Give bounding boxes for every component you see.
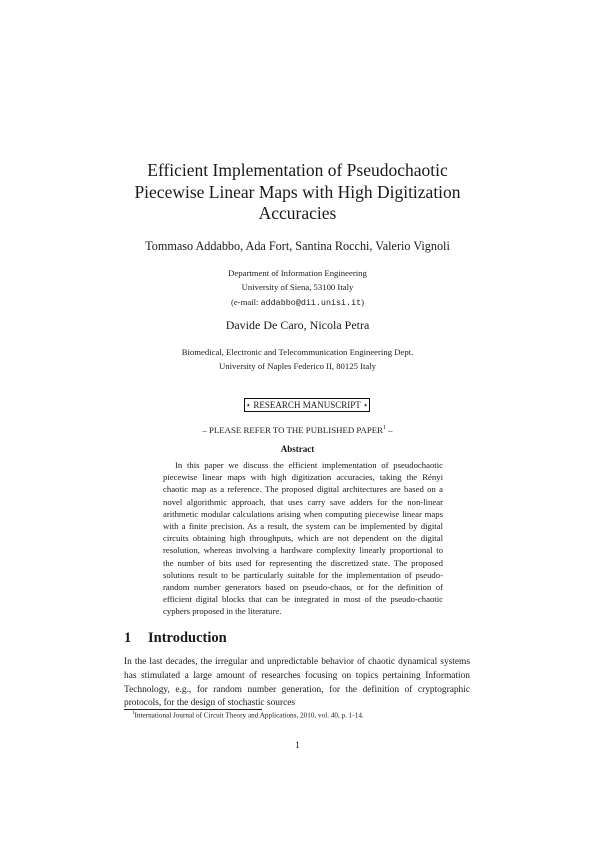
paper-title [0, 160, 595, 225]
footnote-text: International Journal of Circuit Theory and Applications, 2010, vol. 40, p. 1-14. [134, 711, 364, 720]
section-title: Introduction [148, 630, 227, 646]
authors-naples: Davide De Caro, Nicola Petra [225, 318, 370, 332]
authors-siena: Tommaso Addabbo, Ada Fort, Santina Rocchi, Valerio Vignoli [145, 239, 450, 253]
abstract-body: In this paper we discuss the efficient implementation of pseudochaotic piecewise linear maps with high digitization accuracies, taking the Rényi chaotic map as a reference. The proposed digital architectures are based on a novel algorithmic approach, that uses carry save adders for the non-linear arithmetic modular calculations arising when computing piecewise linear maps with a finite precision. As a result, the system can be implemented by digital circuits obtaining high throughputs, which are not dependent on the digital resolution, whereas involving a hardware complexity linearly proportional to the number of bits used for representing the discretized state. The proposed solutions result to be particularly suitable for the implementation of pseudo-random number generators based on pseudo-chaos, or for the definition of efficient digital blocks that can be integrated in most of the pseudo-chaotic cyphers proposed in the literature. [163, 460, 443, 617]
affiliation-siena [0, 266, 595, 310]
refer-notice-text: – PLEASE REFER TO THE PUBLISHED PAPER [202, 425, 383, 435]
title-line-2: Piecewise Linear Maps with High Digitization [134, 181, 461, 202]
footnote-mark: 1 [132, 711, 135, 716]
research-manuscript-box: ⋆ RESEARCH MANUSCRIPT ⋆ [245, 400, 369, 410]
title-line-3: Accuracies [258, 203, 337, 223]
section-number: 1 [124, 630, 132, 646]
footnote-divider [124, 709, 262, 710]
abstract-heading: Abstract [280, 444, 315, 454]
refer-notice-end: – [385, 425, 393, 435]
affiliation-siena-email-line [0, 295, 595, 310]
footnote [132, 711, 364, 719]
affiliation-naples-univ: University of Naples Federico II, 80125 Italy [218, 361, 377, 372]
email-suffix: ) [361, 296, 365, 307]
refer-notice [0, 425, 595, 435]
email-prefix: (e-mail: [230, 296, 261, 307]
email-address[interactable]: addabbo@dii.unisi.it [260, 297, 362, 308]
affiliation-siena-univ: University of Siena, 53100 Italy [241, 282, 354, 293]
affiliation-naples [0, 345, 595, 374]
affiliation-naples-dept: Biomedical, Electronic and Telecommunication Engineering Dept. [181, 347, 414, 357]
section-heading [124, 630, 227, 647]
introduction-paragraph: In the last decades, the irregular and unpredictable behavior of chaotic dynamical systems has stimulated a large amount of researches focusing on topics pertaining Information Technology, e.g., for random number generation, for the definition of cryptographic protocols, for the design of stochastic sources [124, 657, 470, 709]
affiliation-siena-dept: Department of Information Engineering [228, 268, 367, 278]
refer-footnote-mark[interactable]: 1 [382, 425, 386, 432]
page-number: 1 [295, 741, 300, 751]
title-line-1: Efficient Implementation of Pseudochaotic [147, 160, 448, 180]
